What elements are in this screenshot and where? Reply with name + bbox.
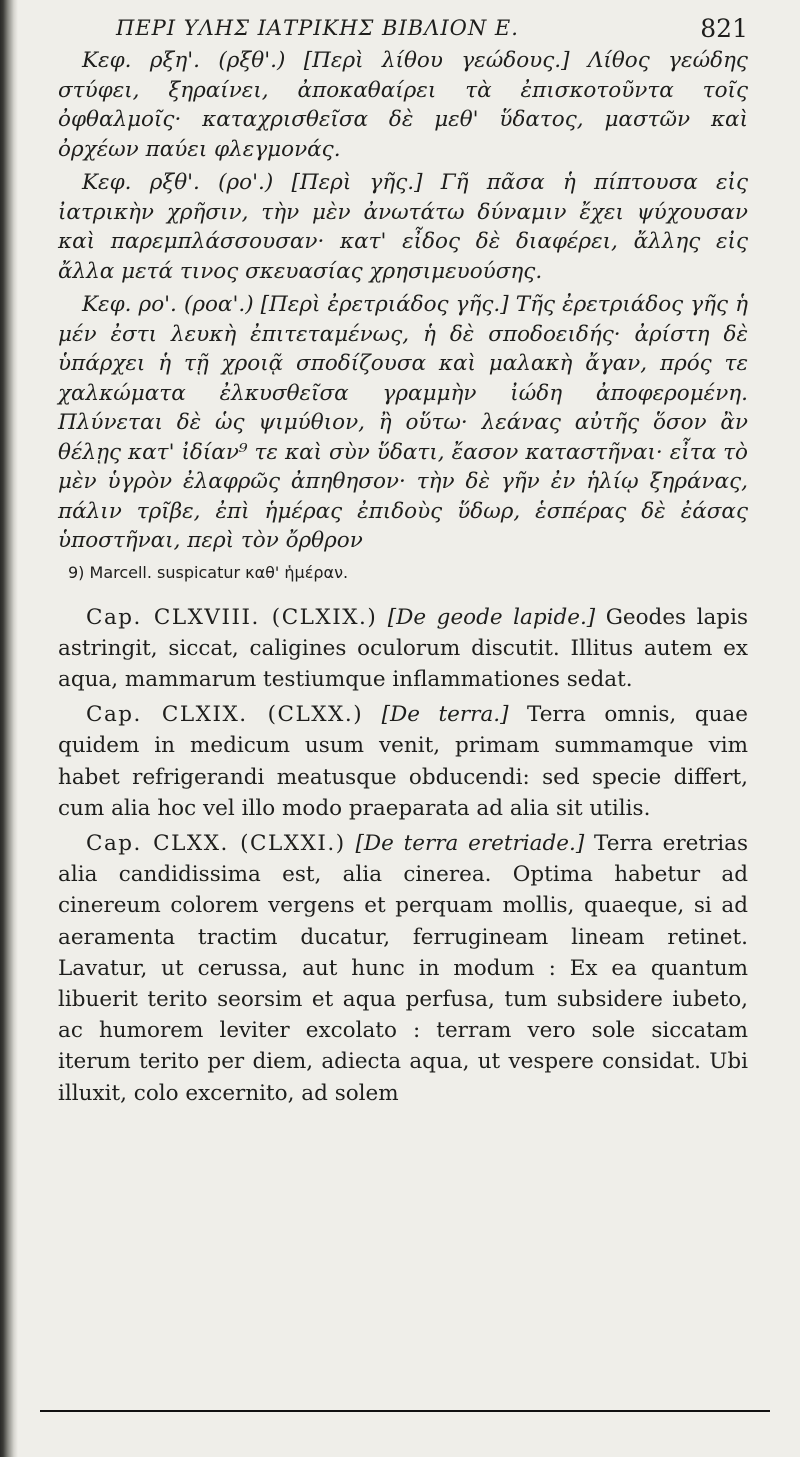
bottom-rule xyxy=(40,1410,770,1412)
chapter-text: Λίθος γεώδης στύφει, ξηραίνει, ἀποκαθαίρει τὰ ἐπισκοτοῦντα τοῖς ὀφθαλμοῖς· καταχρισθεῖσα δὲ μεθ' ὕδατος, μαστῶν καὶ ὀρχέων παύει φλεγμονάς. xyxy=(58,48,748,162)
chapter-text: Geodes lapis astringit, siccat, caligines oculorum discutit. Illitus autem ex aqua, mammarum testiumque inflammationes sedat. xyxy=(58,604,748,692)
chapter-title: [Περὶ γῆς.] xyxy=(291,170,423,195)
chapter-heading: Cap. CLXIX. (CLXX.) xyxy=(86,702,364,728)
chapter-heading: Cap. CLXX. (CLXXI.) xyxy=(86,830,346,856)
chapter-heading: Κεφ. ρξθ'. (ρο'.) xyxy=(82,170,274,195)
page-content xyxy=(58,10,748,1109)
chapter-heading: Cap. CLXVIII. (CLXIX.) xyxy=(86,604,378,630)
greek-text-block xyxy=(58,46,748,556)
chapter-heading: Κεφ. ρο'. (ροα'.) xyxy=(82,292,254,317)
greek-chapter-170 xyxy=(58,290,748,556)
greek-chapter-168 xyxy=(58,46,748,164)
running-title: ΠΕΡΙ ΥΛΗΣ ΙΑΤΡΙΚΗΣ ΒΙΒΛΙΟΝ Ε. xyxy=(116,16,519,40)
greek-chapter-169 xyxy=(58,168,748,286)
chapter-text: Terra eretrias alia candidissima est, alia cinerea. Optima habetur ad cinereum colorem vergens et perquam mollis, quaeque, si ad aeramenta tractim ducatur, ferrugineam lineam retinet. Lavatur, ut cerussa, aut hunc in modum : Ex ea quantum libuerit terito seorsim et aqua perfusa, tum subsidere iubeto, ac humorem leviter excolato : terram vero sole siccatam iterum terito per diem, adiecta aqua, ut vespere considat. Ubi illuxit, colo excernito, ad solem xyxy=(58,830,748,1106)
running-head xyxy=(58,10,748,46)
chapter-text: Τῆς ἐρετριάδος γῆς ἡ μέν ἐστι λευκὴ ἐπιτεταμένως, ἡ δὲ σποδοειδής· ἀρίστη δὲ ὑπάρχει ἡ τῇ χροιᾷ σποδίζουσα καὶ μαλακὴ ἄγαν, πρός τε χαλκώματα ἐλκυσθεῖσα γραμμὴν ἰώδη ἀποφερομένη. Πλύνεται δὲ ὡς ψιμύθιον, ἢ οὕτω· λεάνας αὐτῆς ὅσον ἂν θέλῃς κατ' ἰδίαν⁹ τε καὶ σὺν ὕδατι, ἔασον καταστῆναι· εἶτα τὸ μὲν ὑγρὸν ἐλαφρῶς ἀπηθησον· τὴν δὲ γῆν ἐν ἡλίῳ ξηράνας, πάλιν τρῖβε, ἐπὶ ἡμέρας ἐπιδοὺς ὕδωρ, ἑσπέρας δὲ ἐάσας ὑποστῆναι, περὶ τὸν ὄρθρον xyxy=(58,292,748,553)
chapter-text: Γῆ πᾶσα ἡ πίπτουσα εἰς ἰατρικὴν χρῆσιν, τὴν μὲν ἀνωτάτω δύναμιν ἔχει ψύχουσαν καὶ παρεμπλάσσουσαν· κατ' εἶδος δὲ διαφέρει, ἄλλης εἰς ἄλλα μετά τινος σκευασίας χρησιμευούσης. xyxy=(58,170,749,284)
chapter-title: [De geode lapide.] xyxy=(387,604,596,630)
binding-gutter xyxy=(0,0,18,1457)
chapter-heading: Κεφ. ρξη'. (ρξθ'.) xyxy=(82,48,286,73)
footnote: 9) Marcell. suspicatur καθ' ἡμέραν. xyxy=(68,562,349,582)
latin-chapter-168 xyxy=(58,602,748,696)
chapter-title: [De terra.] xyxy=(381,702,509,728)
latin-text-block xyxy=(58,602,748,1109)
page-number: 821 xyxy=(700,14,748,43)
latin-chapter-169 xyxy=(58,699,748,824)
chapter-title: [Περὶ ἐρετριάδος γῆς.] xyxy=(260,292,509,317)
chapter-title: [Περὶ λίθου γεώδους.] xyxy=(303,48,570,73)
chapter-text: Terra omnis, quae quidem in medicum usum venit, primam summamque vim habet refrigerandi meatusque obducendi: sed specie differt, cum alia hoc vel illo modo praeparata ad alia sit utilis. xyxy=(58,702,748,821)
chapter-title: [De terra eretriade.] xyxy=(355,830,585,856)
latin-chapter-170 xyxy=(58,828,748,1109)
